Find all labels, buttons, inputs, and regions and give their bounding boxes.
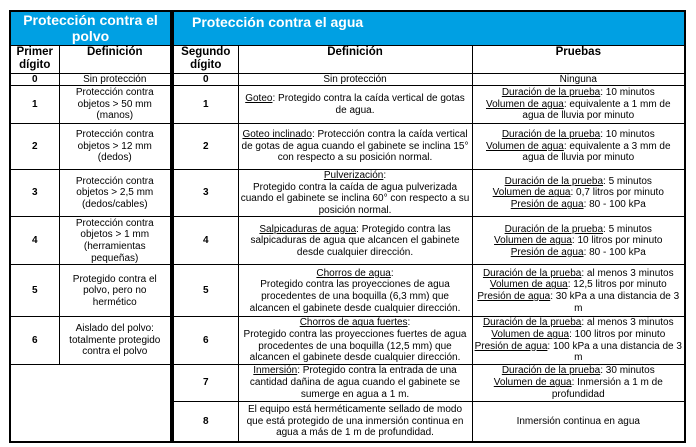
- test-value: : 100 kPa a una distancia de 3 m: [547, 340, 682, 364]
- test-label: Volumen de agua: [489, 279, 568, 291]
- test-value: Ninguna: [559, 73, 597, 85]
- tests-cell: [472, 317, 685, 364]
- first-digit-cell: 3: [10, 170, 59, 217]
- second-digit-cell: 3: [172, 170, 238, 217]
- test-value: : 12,5 litros por minuto: [567, 279, 667, 291]
- second-digit-cell: 0: [172, 73, 238, 86]
- colon: :: [390, 267, 394, 279]
- tests-cell: [472, 170, 685, 217]
- test-label: Presión de agua: [510, 199, 584, 211]
- test-label: Volumen de agua: [491, 329, 570, 341]
- second-digit-cell: 1: [172, 86, 238, 124]
- test-label: Presión de agua: [474, 340, 548, 352]
- table-row: [10, 217, 685, 265]
- test-line: [475, 224, 683, 236]
- first-digit-cell: 2: [10, 124, 59, 170]
- test-value: : Inmersión a 1 m de profundidad: [551, 377, 663, 400]
- test-line: [475, 329, 683, 341]
- table-row: [10, 73, 685, 86]
- test-value: : 5 minutos: [603, 175, 652, 187]
- water-definition-cell: [238, 124, 472, 170]
- definition-text: : Protegido contra la caída vertical de gotas de agua.: [272, 93, 465, 116]
- definition-term: Chorros de agua fuertes: [299, 317, 408, 329]
- test-label: Duración de la prueba: [504, 223, 604, 235]
- test-line: [475, 199, 683, 211]
- definition-term: Inmersión: [253, 365, 298, 377]
- table-row: [10, 124, 685, 170]
- definition-text: : Protegido contra las salpicaduras de agua que alcancen el gabinete desde cualquier dirección.: [250, 223, 460, 258]
- test-line: [475, 176, 683, 188]
- colon: :: [383, 170, 387, 182]
- definition-term: Goteo inclinado: [242, 129, 312, 141]
- test-label: Duración de la prueba: [501, 129, 601, 141]
- definition-text: Protegido contra las proyecciones fuertes de agua procedentes de una boquilla (12,5 mm) que alcancen el gabinete desde cualquier dirección.: [243, 329, 467, 364]
- test-line: [475, 341, 683, 364]
- tests-cell: [472, 217, 685, 265]
- test-line: [475, 129, 683, 141]
- test-label: Volumen de agua: [485, 98, 564, 110]
- test-line: [475, 74, 683, 86]
- test-value: : 10 litros por minuto: [571, 235, 663, 247]
- test-value: : 30 kPa a una distancia de 3 m: [550, 290, 680, 314]
- dust-definition-cell: Sin protección: [59, 73, 172, 86]
- test-label: Presión de agua: [477, 290, 551, 302]
- test-value: : 0,7 litros por minuto: [570, 187, 664, 199]
- definition-text: El equipo está herméticamente sellado de modo que está protegido de una inmersión continua en agua a más de 1 m de profundidad.: [246, 404, 464, 439]
- tests-cell: [472, 364, 685, 401]
- tests-cell: [472, 73, 685, 86]
- table-row: [10, 317, 685, 364]
- colon: :: [407, 317, 411, 329]
- second-digit-cell: 8: [172, 401, 238, 442]
- test-label: Volumen de agua: [492, 187, 571, 199]
- table-row: [10, 364, 685, 401]
- test-line: [475, 141, 683, 164]
- dust-definition-cell: Protección contra objetos > 2,5 mm (dedos/cables): [59, 170, 172, 217]
- second-digit-cell: 4: [172, 217, 238, 265]
- first-digit-cell: 1: [10, 86, 59, 124]
- test-label: Duración de la prueba: [482, 267, 582, 279]
- test-value: : 80 - 100 kPa: [583, 246, 646, 258]
- test-label: Volumen de agua: [485, 140, 564, 152]
- test-label: Volumen de agua: [493, 377, 572, 389]
- test-value: : equivalente a 1 mm de agua de lluvia por minuto: [522, 98, 671, 122]
- water-definition-cell: [238, 265, 472, 317]
- tests-cell: [472, 124, 685, 170]
- second-digit-cell: 7: [172, 364, 238, 401]
- definition-term: Goteo: [245, 93, 273, 104]
- second-digit-cell: 2: [172, 124, 238, 170]
- test-label: Duración de la prueba: [482, 317, 582, 329]
- test-label: Duración de la prueba: [501, 87, 601, 99]
- test-line: [475, 268, 683, 280]
- definition-text: Sin protección: [323, 73, 387, 85]
- definition-text: Protegido contra la caída de agua pulverizada cuando el gabinete se inclina 60° con respecto a su posición normal.: [240, 181, 470, 216]
- first-digit-cell: 0: [10, 73, 59, 86]
- table-row: [10, 265, 685, 317]
- test-line: [475, 99, 683, 122]
- first-digit-column-header: Primer dígito: [10, 45, 59, 73]
- definition-text: : Protegido contra la entrada de una cantidad dañina de agua cuando el gabinete se sumerge en agua a 1 m.: [249, 365, 461, 400]
- water-definition-cell: [238, 73, 472, 86]
- test-value: : 100 litros por minuto: [569, 329, 666, 341]
- test-value: : al menos 3 minutos: [581, 267, 674, 279]
- dust-definition-cell: Protección contra objetos > 50 mm (manos): [59, 86, 172, 124]
- first-digit-cell: 4: [10, 217, 59, 265]
- water-definition-cell: [238, 364, 472, 401]
- test-value: : 10 minutos: [600, 87, 655, 99]
- test-line: [475, 279, 683, 291]
- test-value: : 10 minutos: [600, 129, 655, 141]
- test-line: [475, 416, 683, 428]
- test-line: [475, 291, 683, 314]
- dust-definition-cell: Protección contra objetos > 12 mm (dedos): [59, 124, 172, 170]
- definition-term: Salpicaduras de agua: [259, 223, 357, 235]
- test-line: [475, 317, 683, 329]
- dust-definition-cell: Aislado del polvo: totalmente protegido contra el polvo: [59, 317, 172, 364]
- definition-text: : Protección contra la caída vertical de gotas de agua cuando el gabinete se inclina 15° con respecto a su posición normal.: [241, 129, 469, 164]
- second-digit-cell: 6: [172, 317, 238, 364]
- definition-text: Protegido contra las proyecciones de agua procedentes de una boquilla (6,3 mm) que alcancen el gabinete desde cualquier dirección.: [249, 279, 461, 314]
- table-row: [10, 170, 685, 217]
- second-digit-cell: 5: [172, 265, 238, 317]
- dust-definition-cell: Protección contra objetos > 1 mm (herramientas pequeñas): [59, 217, 172, 265]
- first-digit-cell: 6: [10, 317, 59, 364]
- tests-cell: [472, 86, 685, 124]
- water-definition-cell: [238, 317, 472, 364]
- test-value: : 80 - 100 kPa: [583, 199, 646, 211]
- test-value: : 30 minutos: [600, 365, 655, 377]
- test-line: [475, 87, 683, 99]
- test-label: Duración de la prueba: [501, 365, 601, 377]
- second-digit-column-header: Segundo dígito: [172, 45, 238, 73]
- definition-term: Chorros de agua: [316, 267, 391, 279]
- dust-definition-column-header: Definición: [59, 45, 172, 73]
- test-line: [475, 235, 683, 247]
- test-value: : equivalente a 3 mm de agua de lluvia por minuto: [522, 140, 671, 164]
- dust-protection-header: Protección contra el polvo: [10, 11, 172, 45]
- tests-cell: [472, 401, 685, 442]
- test-label: Presión de agua: [510, 246, 584, 258]
- test-value: : al menos 3 minutos: [581, 317, 674, 329]
- water-definition-cell: [238, 170, 472, 217]
- water-definition-cell: [238, 401, 472, 442]
- water-protection-header: Protección contra el agua: [172, 11, 685, 45]
- tests-cell: [472, 265, 685, 317]
- empty-dust-cell: [10, 364, 172, 442]
- test-line: [475, 187, 683, 199]
- test-label: Volumen de agua: [494, 235, 572, 247]
- tests-column-header: Pruebas: [472, 45, 685, 73]
- test-value: : 5 minutos: [603, 223, 652, 235]
- test-label: Duración de la prueba: [504, 175, 604, 187]
- test-line: [475, 377, 683, 400]
- test-value: Inmersión continua en agua: [516, 415, 640, 427]
- definition-term: Pulverización: [323, 170, 384, 182]
- water-definition-cell: [238, 86, 472, 124]
- test-line: [475, 247, 683, 259]
- first-digit-cell: 5: [10, 265, 59, 317]
- test-line: [475, 365, 683, 377]
- water-definition-column-header: Definición: [238, 45, 472, 73]
- dust-definition-cell: Protegido contra el polvo, pero no hermético: [59, 265, 172, 317]
- water-definition-cell: [238, 217, 472, 265]
- ip-rating-table: [9, 10, 686, 443]
- table-row: [10, 86, 685, 124]
